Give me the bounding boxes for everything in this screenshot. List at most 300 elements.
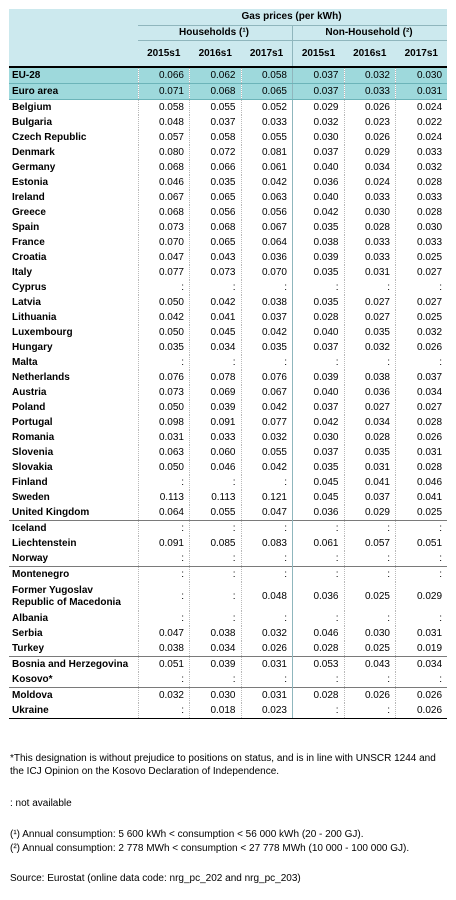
table-cell: 0.045 (293, 490, 345, 505)
row-label: Germany (12, 162, 56, 173)
table-cell: 0.037 (293, 67, 345, 84)
table-cell: 0.033 (344, 84, 396, 100)
row-label: Italy (12, 267, 33, 278)
table-cell: 0.070 (138, 235, 190, 250)
row-label: Slovakia (12, 462, 53, 473)
table-cell: 0.033 (396, 145, 448, 160)
row-label: Lithuania (12, 312, 57, 323)
table-cell: 0.063 (241, 190, 293, 205)
table-cell: 0.043 (344, 657, 396, 673)
table-cell: 0.035 (190, 175, 242, 190)
table-cell: 0.051 (138, 657, 190, 673)
table-row (9, 445, 447, 460)
table-cell: : (344, 280, 396, 295)
table-cell: : (190, 521, 242, 537)
table-cell: 0.073 (138, 220, 190, 235)
table-cell: 0.058 (241, 67, 293, 84)
table-cell: 0.027 (344, 400, 396, 415)
table-cell: 0.029 (396, 582, 448, 611)
table-cell: 0.037 (344, 490, 396, 505)
table-cell: 0.040 (293, 325, 345, 340)
header-corner (9, 41, 138, 68)
table-cell: 0.061 (293, 536, 345, 551)
table-cell: : (293, 551, 345, 567)
table-cell: 0.069 (190, 385, 242, 400)
table-row (9, 641, 447, 657)
table-cell: : (190, 551, 242, 567)
table-cell: 0.040 (293, 385, 345, 400)
table-title: Gas prices (per kWh) (138, 9, 447, 26)
table-cell: : (396, 567, 448, 583)
table-cell: : (190, 280, 242, 295)
table-cell: 0.038 (293, 235, 345, 250)
table-cell: 0.037 (293, 145, 345, 160)
row-label: Slovenia (12, 447, 54, 458)
table-cell: 0.026 (344, 100, 396, 116)
table-row (9, 205, 447, 220)
table-cell: 0.058 (190, 130, 242, 145)
table-cell: 0.067 (138, 190, 190, 205)
table-cell: 0.068 (138, 205, 190, 220)
table-cell: : (396, 672, 448, 688)
table-cell: : (241, 672, 293, 688)
table-cell: 0.024 (396, 130, 448, 145)
gas-prices-table (9, 9, 447, 719)
table-row (9, 626, 447, 641)
table-cell: 0.030 (293, 430, 345, 445)
table-cell: 0.051 (396, 536, 448, 551)
table-cell: 0.027 (396, 265, 448, 280)
table-cell: : (138, 521, 190, 537)
table-cell: 0.068 (138, 160, 190, 175)
table-cell: 0.036 (344, 385, 396, 400)
table-row (9, 582, 447, 611)
table-cell: 0.024 (396, 100, 448, 116)
table-cell: 0.081 (241, 145, 293, 160)
table-cell: 0.030 (293, 130, 345, 145)
table-row (9, 703, 447, 719)
row-label: Croatia (12, 252, 47, 263)
table-cell: 0.039 (293, 370, 345, 385)
table-cell: 0.067 (241, 385, 293, 400)
row-label: Romania (12, 432, 55, 443)
row-label: EU-28 (9, 67, 138, 84)
table-cell: : (344, 703, 396, 719)
table-cell: 0.066 (138, 67, 190, 84)
table-cell: 0.055 (190, 100, 242, 116)
table-cell: 0.032 (138, 688, 190, 704)
row-label: Hungary (12, 342, 53, 353)
table-cell: 0.073 (190, 265, 242, 280)
table-row (9, 688, 447, 704)
table-cell: : (241, 551, 293, 567)
row-label: Iceland (9, 521, 138, 537)
table-cell: : (344, 521, 396, 537)
table-cell: 0.050 (138, 295, 190, 310)
row-label: Czech Republic (12, 132, 87, 143)
table-cell: 0.045 (190, 325, 242, 340)
table-row (9, 325, 447, 340)
table-cell: 0.025 (396, 250, 448, 265)
table-cell: 0.036 (293, 505, 345, 521)
table-cell: 0.033 (344, 235, 396, 250)
table-cell: 0.028 (344, 430, 396, 445)
table-cell: 0.098 (138, 415, 190, 430)
table-cell: 0.031 (396, 445, 448, 460)
row-label: Bosnia and Herzegovina (9, 657, 138, 673)
table-cell: 0.028 (396, 205, 448, 220)
table-cell: 0.077 (138, 265, 190, 280)
table-cell: 0.037 (293, 400, 345, 415)
table-row (9, 115, 447, 130)
row-label: Estonia (12, 177, 49, 188)
table-row (9, 611, 447, 626)
table-cell: 0.034 (190, 340, 242, 355)
row-label: Spain (12, 222, 40, 233)
table-cell: 0.025 (396, 505, 448, 521)
table-row (9, 505, 447, 521)
table-cell: 0.035 (138, 340, 190, 355)
table-cell: 0.067 (241, 220, 293, 235)
table-cell: 0.022 (396, 115, 448, 130)
table-cell: 0.121 (241, 490, 293, 505)
table-cell: 0.061 (241, 160, 293, 175)
row-label: Cyprus (12, 282, 47, 293)
table-cell: 0.062 (190, 67, 242, 84)
table-cell: 0.032 (396, 160, 448, 175)
table-cell: 0.027 (396, 400, 448, 415)
row-label: Finland (12, 477, 48, 488)
table-cell: 0.032 (344, 67, 396, 84)
table-cell: 0.078 (190, 370, 242, 385)
table-cell: 0.068 (190, 84, 242, 100)
table-cell: : (190, 475, 242, 490)
table-cell: 0.026 (396, 340, 448, 355)
table-cell: 0.019 (396, 641, 448, 657)
table-cell: 0.035 (344, 325, 396, 340)
table-cell: 0.035 (293, 295, 345, 310)
table-cell: 0.083 (241, 536, 293, 551)
table-row (9, 490, 447, 505)
table-cell: 0.039 (190, 657, 242, 673)
not-available-note: : not available (10, 798, 72, 809)
table-cell: 0.042 (241, 175, 293, 190)
row-label: Greece (12, 207, 46, 218)
table-cell: 0.085 (190, 536, 242, 551)
row-label: Montenegro (9, 567, 138, 583)
table-row (9, 145, 447, 160)
table-cell: 0.039 (190, 400, 242, 415)
table-cell: 0.055 (241, 130, 293, 145)
table-cell: 0.055 (241, 445, 293, 460)
table-cell: 0.029 (344, 505, 396, 521)
table-cell: 0.034 (344, 160, 396, 175)
footnote-1: (¹) Annual consumption: 5 600 kWh < consumption < 56 000 kWh (20 - 200 GJ). (10, 829, 364, 840)
table-row (9, 310, 447, 325)
row-label: Albania (12, 613, 49, 624)
table-cell: : (293, 611, 345, 626)
table-cell: : (138, 475, 190, 490)
table-cell: 0.037 (190, 115, 242, 130)
table-cell: : (138, 355, 190, 370)
table-cell: 0.040 (293, 160, 345, 175)
table-cell: 0.038 (241, 295, 293, 310)
table-cell: 0.076 (241, 370, 293, 385)
table-cell: 0.047 (138, 250, 190, 265)
table-cell: 0.028 (396, 460, 448, 475)
table-cell: 0.033 (396, 235, 448, 250)
table-row (9, 160, 447, 175)
table-cell: 0.031 (241, 688, 293, 704)
table-cell: 0.033 (344, 250, 396, 265)
row-label: Sweden (12, 492, 50, 503)
table-cell: 0.053 (293, 657, 345, 673)
row-label: Latvia (12, 297, 41, 308)
header-corner (9, 9, 138, 26)
table-cell: 0.073 (138, 385, 190, 400)
row-label: Poland (12, 402, 46, 413)
period-header: 2017s1 (241, 41, 293, 68)
table-cell: 0.028 (396, 415, 448, 430)
kosovo-footnote: *This designation is without prejudice to positions on status, and is in line with UNSCR 1244 and the ICJ Opinion on the Kosovo Declaration of Independence. (10, 753, 436, 777)
table-row (9, 220, 447, 235)
table-cell: 0.026 (396, 430, 448, 445)
table-cell: 0.091 (190, 415, 242, 430)
table-cell: 0.038 (344, 370, 396, 385)
table-cell: 0.030 (190, 688, 242, 704)
row-label: France (12, 237, 45, 248)
table-cell: 0.035 (293, 220, 345, 235)
table-cell: : (396, 611, 448, 626)
table-cell: : (138, 551, 190, 567)
table-cell: : (190, 355, 242, 370)
table-cell: : (293, 280, 345, 295)
table-cell: 0.034 (396, 385, 448, 400)
table-cell: 0.076 (138, 370, 190, 385)
table-cell: 0.042 (138, 310, 190, 325)
period-header: 2017s1 (396, 41, 448, 68)
table-cell: 0.065 (241, 84, 293, 100)
table-cell: 0.028 (293, 688, 345, 704)
table-cell: 0.050 (138, 400, 190, 415)
table-cell: 0.026 (396, 688, 448, 704)
table-cell: 0.037 (396, 370, 448, 385)
table-cell: : (241, 280, 293, 295)
table-cell: 0.042 (293, 415, 345, 430)
table-cell: 0.027 (396, 295, 448, 310)
source-note: Source: Eurostat (online data code: nrg_pc_202 and nrg_pc_203) (10, 873, 301, 884)
table-cell: 0.064 (138, 505, 190, 521)
table-cell: 0.045 (293, 475, 345, 490)
table-cell: 0.038 (138, 641, 190, 657)
row-label: Liechtenstein (12, 538, 77, 549)
table-row (9, 415, 447, 430)
table-row (9, 250, 447, 265)
table-cell: 0.033 (396, 190, 448, 205)
table-cell: 0.026 (241, 641, 293, 657)
table-cell: : (190, 672, 242, 688)
table-cell: 0.036 (293, 175, 345, 190)
table-cell: 0.027 (344, 295, 396, 310)
table-cell: 0.042 (190, 295, 242, 310)
table-cell: : (138, 703, 190, 719)
table-cell: 0.046 (138, 175, 190, 190)
table-cell: 0.023 (241, 703, 293, 719)
table-cell: : (293, 521, 345, 537)
table-cell: 0.065 (190, 235, 242, 250)
table-cell: 0.024 (344, 175, 396, 190)
row-label: Bulgaria (12, 117, 53, 128)
table-cell: : (138, 567, 190, 583)
table-cell: 0.018 (190, 703, 242, 719)
table-cell: 0.036 (293, 582, 345, 611)
table-cell: 0.055 (190, 505, 242, 521)
group-non-household: Non-Household (²) (293, 26, 448, 41)
table-row (9, 130, 447, 145)
table-cell: 0.033 (344, 190, 396, 205)
table-cell: : (241, 475, 293, 490)
table-cell: 0.042 (241, 400, 293, 415)
row-label: Ukraine (9, 703, 138, 719)
table-cell: 0.031 (138, 430, 190, 445)
table-cell: : (344, 611, 396, 626)
row-label: Kosovo* (12, 674, 53, 685)
table-cell: 0.031 (241, 657, 293, 673)
table-cell: 0.040 (293, 190, 345, 205)
table-cell: 0.028 (293, 310, 345, 325)
table-cell: 0.064 (241, 235, 293, 250)
period-header: 2016s1 (344, 41, 396, 68)
table-cell: 0.057 (344, 536, 396, 551)
table-cell: 0.026 (344, 130, 396, 145)
table-cell: : (241, 567, 293, 583)
table-cell: 0.046 (190, 460, 242, 475)
table-row (9, 370, 447, 385)
table-body (9, 67, 447, 719)
table-cell: 0.047 (138, 626, 190, 641)
table-cell: : (344, 551, 396, 567)
table-cell: 0.056 (190, 205, 242, 220)
table-cell: : (344, 567, 396, 583)
table-cell: : (190, 567, 242, 583)
table-cell: 0.066 (190, 160, 242, 175)
table-row (9, 67, 447, 84)
period-header: 2015s1 (138, 41, 190, 68)
table-cell: 0.071 (138, 84, 190, 100)
table-cell: 0.028 (344, 220, 396, 235)
table-cell: 0.060 (190, 445, 242, 460)
table-cell: 0.042 (293, 205, 345, 220)
table-cell: 0.037 (241, 310, 293, 325)
table-cell: : (293, 567, 345, 583)
table-cell: 0.038 (190, 626, 242, 641)
table-cell: 0.052 (241, 100, 293, 116)
table-cell: 0.046 (293, 626, 345, 641)
table-row (9, 400, 447, 415)
table-cell: 0.037 (293, 84, 345, 100)
table-cell: : (241, 611, 293, 626)
table-cell: 0.042 (241, 325, 293, 340)
table-cell: : (138, 280, 190, 295)
table-cell: 0.034 (344, 415, 396, 430)
table-cell: 0.041 (190, 310, 242, 325)
table-cell: : (344, 355, 396, 370)
table-row (9, 100, 447, 116)
table-cell: : (241, 521, 293, 537)
table-cell: 0.034 (396, 657, 448, 673)
table-cell: 0.035 (344, 445, 396, 460)
table-row (9, 190, 447, 205)
table-cell: 0.042 (241, 460, 293, 475)
table-cell: 0.033 (190, 430, 242, 445)
table-row (9, 295, 447, 310)
table-row (9, 521, 447, 537)
table-cell: 0.032 (241, 626, 293, 641)
table-cell: : (396, 551, 448, 567)
table-cell: 0.056 (241, 205, 293, 220)
period-header: 2016s1 (190, 41, 242, 68)
table-row (9, 657, 447, 673)
table-row (9, 265, 447, 280)
table-cell: 0.039 (293, 250, 345, 265)
row-label: United Kingdom (12, 507, 90, 518)
table-row (9, 460, 447, 475)
table-cell: 0.032 (344, 340, 396, 355)
table-cell: 0.068 (190, 220, 242, 235)
table-cell: 0.029 (344, 145, 396, 160)
table-cell: 0.046 (396, 475, 448, 490)
table-cell: : (293, 355, 345, 370)
table-cell: 0.057 (138, 130, 190, 145)
table-cell: 0.030 (344, 205, 396, 220)
row-label: Luxembourg (12, 327, 73, 338)
table-cell: : (396, 280, 448, 295)
row-label: Norway (12, 553, 49, 564)
table-cell: 0.030 (396, 67, 448, 84)
table-cell: 0.070 (241, 265, 293, 280)
table-cell: 0.032 (396, 325, 448, 340)
table-cell: 0.025 (396, 310, 448, 325)
table-row (9, 475, 447, 490)
table-row (9, 430, 447, 445)
table-cell: 0.031 (396, 84, 448, 100)
table-cell: 0.030 (344, 626, 396, 641)
row-label: Belgium (12, 102, 52, 113)
table-cell: : (190, 582, 242, 611)
table-cell: 0.031 (396, 626, 448, 641)
table-cell: 0.050 (138, 460, 190, 475)
table-cell: 0.033 (241, 115, 293, 130)
table-row (9, 84, 447, 100)
table-cell: 0.035 (241, 340, 293, 355)
table-row (9, 355, 447, 370)
table-cell: 0.113 (190, 490, 242, 505)
row-label: Denmark (12, 147, 55, 158)
table-cell: : (241, 355, 293, 370)
table-cell: 0.027 (344, 310, 396, 325)
row-label: Serbia (12, 628, 43, 639)
table-cell: 0.032 (241, 430, 293, 445)
table-cell: : (396, 355, 448, 370)
table-row (9, 672, 447, 688)
table-cell: 0.091 (138, 536, 190, 551)
table-cell: 0.030 (396, 220, 448, 235)
table-cell: 0.031 (344, 265, 396, 280)
table-cell: : (344, 672, 396, 688)
table-cell: 0.037 (293, 445, 345, 460)
table-cell: 0.043 (190, 250, 242, 265)
row-label: Moldova (9, 688, 138, 704)
